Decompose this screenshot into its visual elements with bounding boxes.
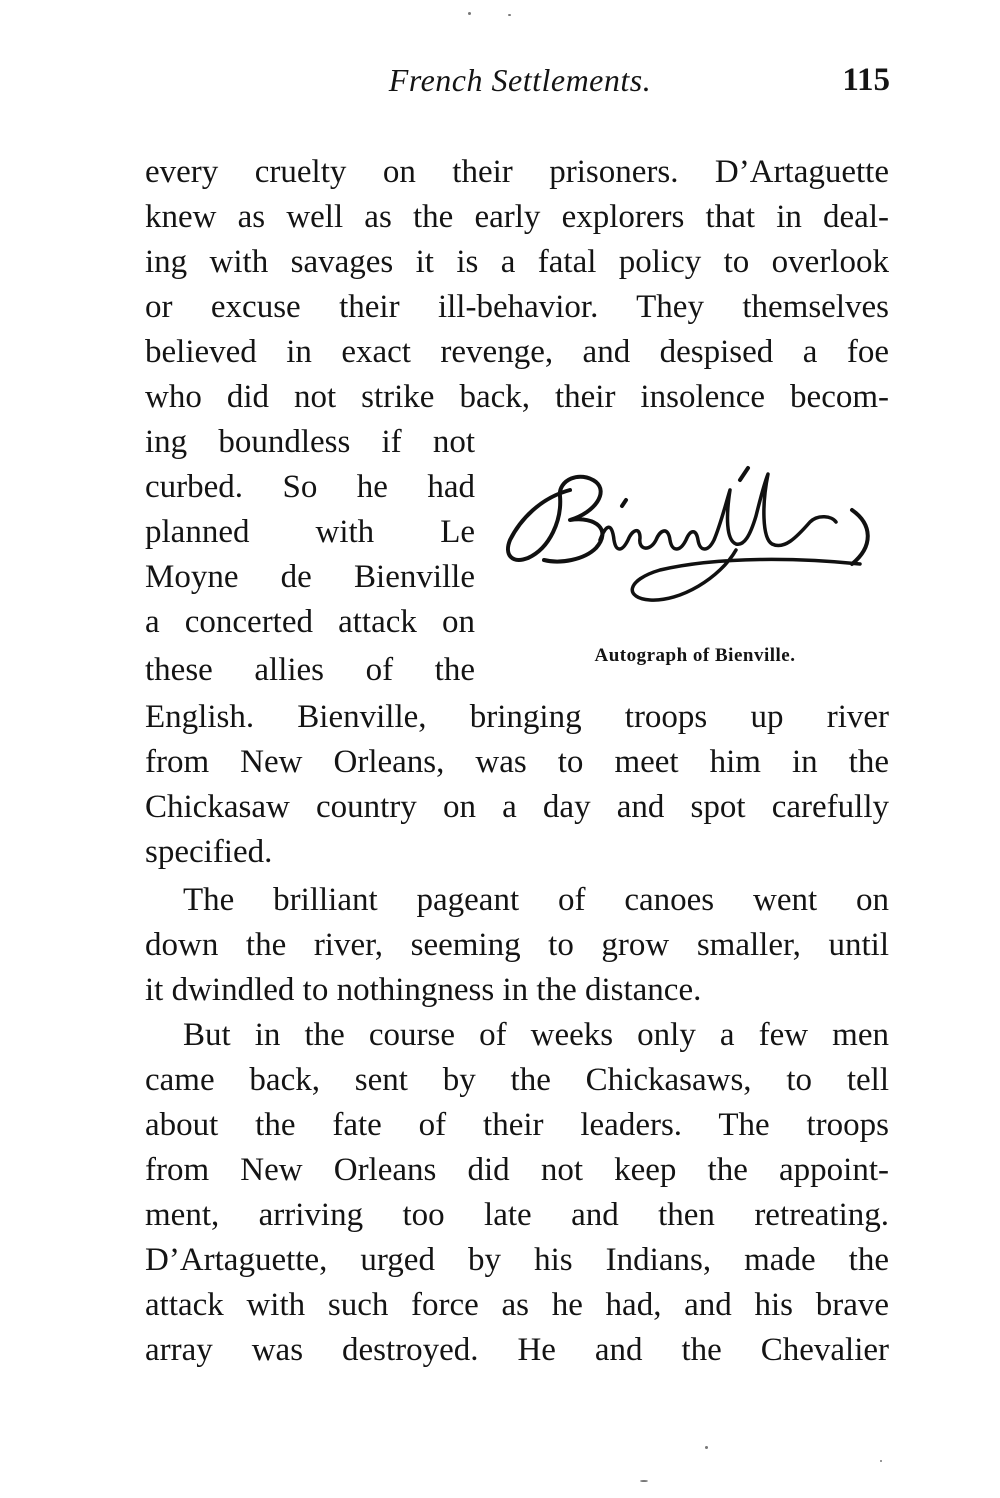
text-line: attack with such force as he had, and his brave [145, 1287, 889, 1323]
signature-figure [500, 460, 890, 670]
text-line: or excuse their ill-behavior. They themselves [145, 289, 889, 325]
page-number: 115 [842, 62, 890, 98]
scan-speck [468, 12, 471, 15]
scan-speck [508, 14, 511, 16]
text-line: a concerted attack on [145, 604, 475, 640]
text-line: down the river, seeming to grow smaller, until [145, 927, 889, 963]
scan-speck [705, 1446, 708, 1449]
text-line: about the fate of their leaders. The troops [145, 1107, 889, 1143]
signature-autograph [500, 460, 890, 640]
text-line: ment, arriving too late and then retreating. [145, 1197, 889, 1233]
text-line: believed in exact revenge, and despised a foe [145, 334, 889, 370]
text-line: But in the course of weeks only a few men [183, 1017, 889, 1053]
scan-speck [880, 1460, 882, 1462]
text-line: The brilliant pageant of canoes went on [183, 882, 889, 918]
figure-caption: Autograph of Bienville. [594, 645, 796, 666]
text-line: from New Orleans, was to meet him in the [145, 744, 889, 780]
text-line: it dwindled to nothingness in the distance. [145, 972, 702, 1008]
text-line: D’Artaguette, urged by his Indians, made the [145, 1242, 889, 1278]
text-line: who did not strike back, their insolence becom- [145, 379, 889, 415]
text-line: ing boundless if not [145, 424, 475, 460]
text-line: knew as well as the early explorers that in deal- [145, 199, 889, 235]
text-line: from New Orleans did not keep the appoint- [145, 1152, 889, 1188]
text-line: English. Bienville, bringing troops up river [145, 699, 889, 735]
text-line: Chickasaw country on a day and spot carefully [145, 789, 889, 825]
text-line: came back, sent by the Chickasaws, to tell [145, 1062, 889, 1098]
text-line: array was destroyed. He and the Chevalier [145, 1332, 889, 1368]
text-line: these allies of the [145, 652, 475, 688]
text-line: Moyne de Bienville [145, 559, 475, 595]
text-line: planned with Le [145, 514, 475, 550]
text-line: every cruelty on their prisoners. D’Artaguette [145, 154, 889, 190]
running-title: French Settlements. [388, 62, 652, 98]
text-line: ing with savages it is a fatal policy to overlook [145, 244, 889, 280]
text-line: specified. [145, 834, 273, 870]
scan-speck [640, 1480, 648, 1482]
text-line: curbed. So he had [145, 469, 475, 505]
